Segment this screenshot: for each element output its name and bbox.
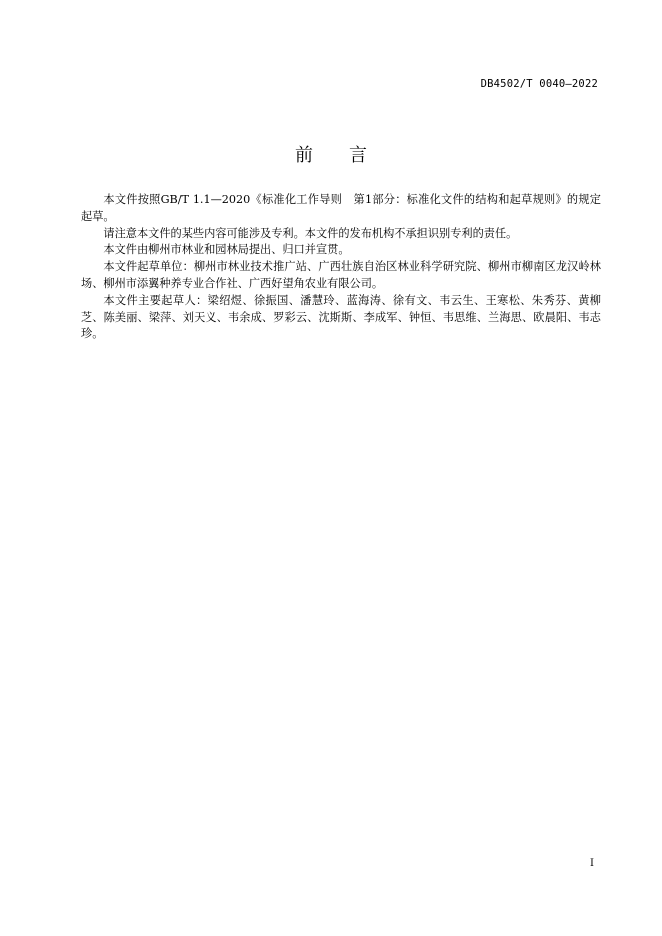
paragraph-patent-notice: 请注意本文件的某些内容可能涉及专利。本文件的发布机构不承担识别专利的责任。 (103, 226, 518, 240)
section-title-foreword (0, 141, 662, 167)
paragraph-standard-basis: 本文件按照GB/T 1.1—2020《标准化工作导则 第1部分：标准化文件的结构和起草规则》的规定起草。 (81, 193, 601, 223)
paragraph-proposer: 本文件由柳州市林业和园林局提出、归口并宣贯。 (103, 243, 350, 257)
document-code: DB4502/T 0040—2022 (480, 78, 598, 90)
paragraph-main-drafters: 本文件主要起草人：梁绍煜、徐振国、潘慧玲、蓝海涛、徐有文、韦云生、王寒松、朱秀芬、黄柳芝、陈美丽、梁萍、刘天义、韦余成、罗彩云、沈斯斯、李成军、钟恒、韦思维、兰海思、欧晨阳、韦志珍。 (81, 293, 601, 341)
page-number: I (590, 858, 594, 869)
title-char-1: 前 (295, 145, 313, 166)
title-char-2: 言 (349, 145, 367, 166)
foreword-body (81, 192, 601, 343)
paragraph-drafting-units: 本文件起草单位：柳州市林业技术推广站、广西壮族自治区林业科学研究院、柳州市柳南区龙汉岭林场、柳州市添翼种养专业合作社、广西好望角农业有限公司。 (81, 260, 601, 290)
